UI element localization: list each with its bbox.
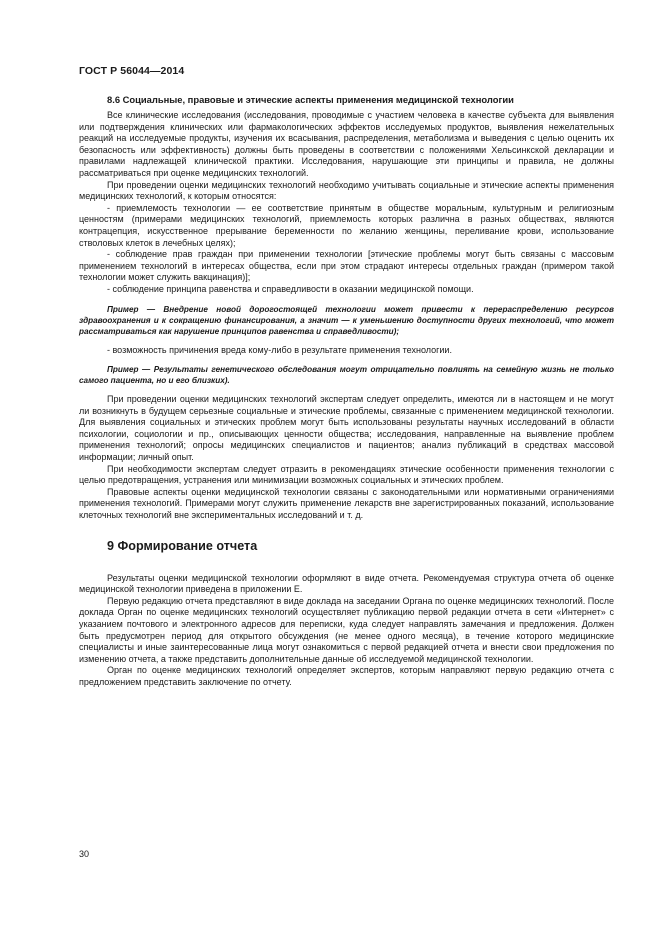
paragraph: При необходимости экспертам следует отразить в рекомендациях этические особенности применения технологии с целью предотвращения, устранения или минимизации возможных социальных и этических проблем. (79, 463, 614, 486)
section-8-6-heading: 8.6 Социальные, правовые и этические аспекты применения медицинской технологии (107, 94, 514, 105)
list-item: - соблюдение прав граждан при применении технологии [этические проблемы могут быть связаны с массовым применением технологий в интересах общества, если при этом страдают интересы отдельных граждан (примером такой технологии может служить вакцинация)]; (79, 249, 614, 283)
list-item: - соблюдение принципа равенства и справедливости в оказании медицинской помощи. (107, 283, 474, 294)
paragraph: Правовые аспекты оценки медицинской технологии связаны с законодательными или нормативными ограничениями применения технологий. Примерами могут служить применение лекарств вне зарегистрированных показаний, использование клеточных технологий вне экспериментальных исследований и т. д. (79, 486, 614, 521)
paragraph: Результаты оценки медицинской технологии оформляют в виде отчета. Рекомендуемая структура отчета об оценке медицинской технологии приведена в приложении Е. (79, 572, 614, 595)
paragraph: При проведении оценки медицинских технологий экспертам следует определить, имеются ли в настоящем и не могут ли возникнуть в будущем серьезные социальные и этические проблемы, связанные с применением медицинской технологии. Для выявления социальных и этических проблем могут быть использованы результаты научных исследований в области психологии, социологии и пр., описывающих ценности общества; исследования, направленные на выявление проблем применения технологий; опросы медицинских специалистов и пациентов; анализ публикаций в средствах массовой информации; личный опыт. (79, 394, 614, 463)
page-number: 30 (79, 849, 90, 859)
paragraph: При проведении оценки медицинских технологий необходимо учитывать социальные и этические аспекты применения медицинских технологий, к которым относятся: (79, 179, 614, 202)
document-body (79, 94, 614, 689)
example-note: Пример — Внедрение новой дорогостоящей технологии может привести к перераспределению ресурсов здравоохранения и к сокращению финансирования, а значит — к уменьшению доступности других технологий, что может рассматриваться как нарушение принципов равенства и справедливости); (79, 304, 614, 336)
paragraph: Все клинические исследования (исследования, проводимые с участием человека в качестве субъекта для выявления или подтверждения клинических или фармакологических эффектов исследуемых продуктов, выявления нежелательных реакций на исследуемые продукты, изучения их всасывания, распределения, метаболизма и выведения с целью оценить их безопасность или эффективность) должны быть проведены в соответствии с положениями Хельсинкской декларации и правилами надлежащей клинической практики. Исследования, нарушающие эти принципы и правила, не должны рассматриваться при оценке медицинских технологий. (79, 110, 614, 178)
paragraph: Орган по оценке медицинских технологий определяет экспертов, которым направляют первую редакцию отчета с предложением представить заключение по отчету. (79, 665, 614, 687)
list-item: - приемлемость технологии — ее соответствие принятым в обществе моральным, культурным и религиозным ценностям (примерами медицинских технологий, приемлемость которых различна в разных обществах, являются контрацепция, искусственное прерывание беременности по желанию женщины, переливание крови, использование стволовых клеток в лечебных целях); (79, 202, 614, 248)
standard-designation: ГОСТ Р 56044—2014 (79, 65, 185, 77)
section-9-heading: 9 Формирование отчета (107, 538, 258, 553)
example-note: Пример — Результаты генетического обследования могут отрицательно повлиять на семейную жизнь не только самого пациента, но и его близких). (79, 365, 614, 386)
paragraph: Первую редакцию отчета представляют в виде доклада на заседании Органа по оценке медицинских технологий. После доклада Орган по оценке медицинских технологий осуществляет публикацию первой редакции отчета в сети «Интернет» с указанием почтового и электронного адресов для переписки, куда следует направлять замечания и предложения. Должен быть предусмотрен период для открытого обсуждения (не менее одного месяца), в течение которого медицинские специалисты и иные заинтересованные лица могут ознакомиться с первой редакцией отчета и внести свои предложения по изменению отчета, а также представить дополнительные данные об исследуемой медицинской технологии. (79, 595, 614, 664)
list-item: - возможность причинения вреда кому-либо в результате применения технологии. (107, 344, 452, 355)
